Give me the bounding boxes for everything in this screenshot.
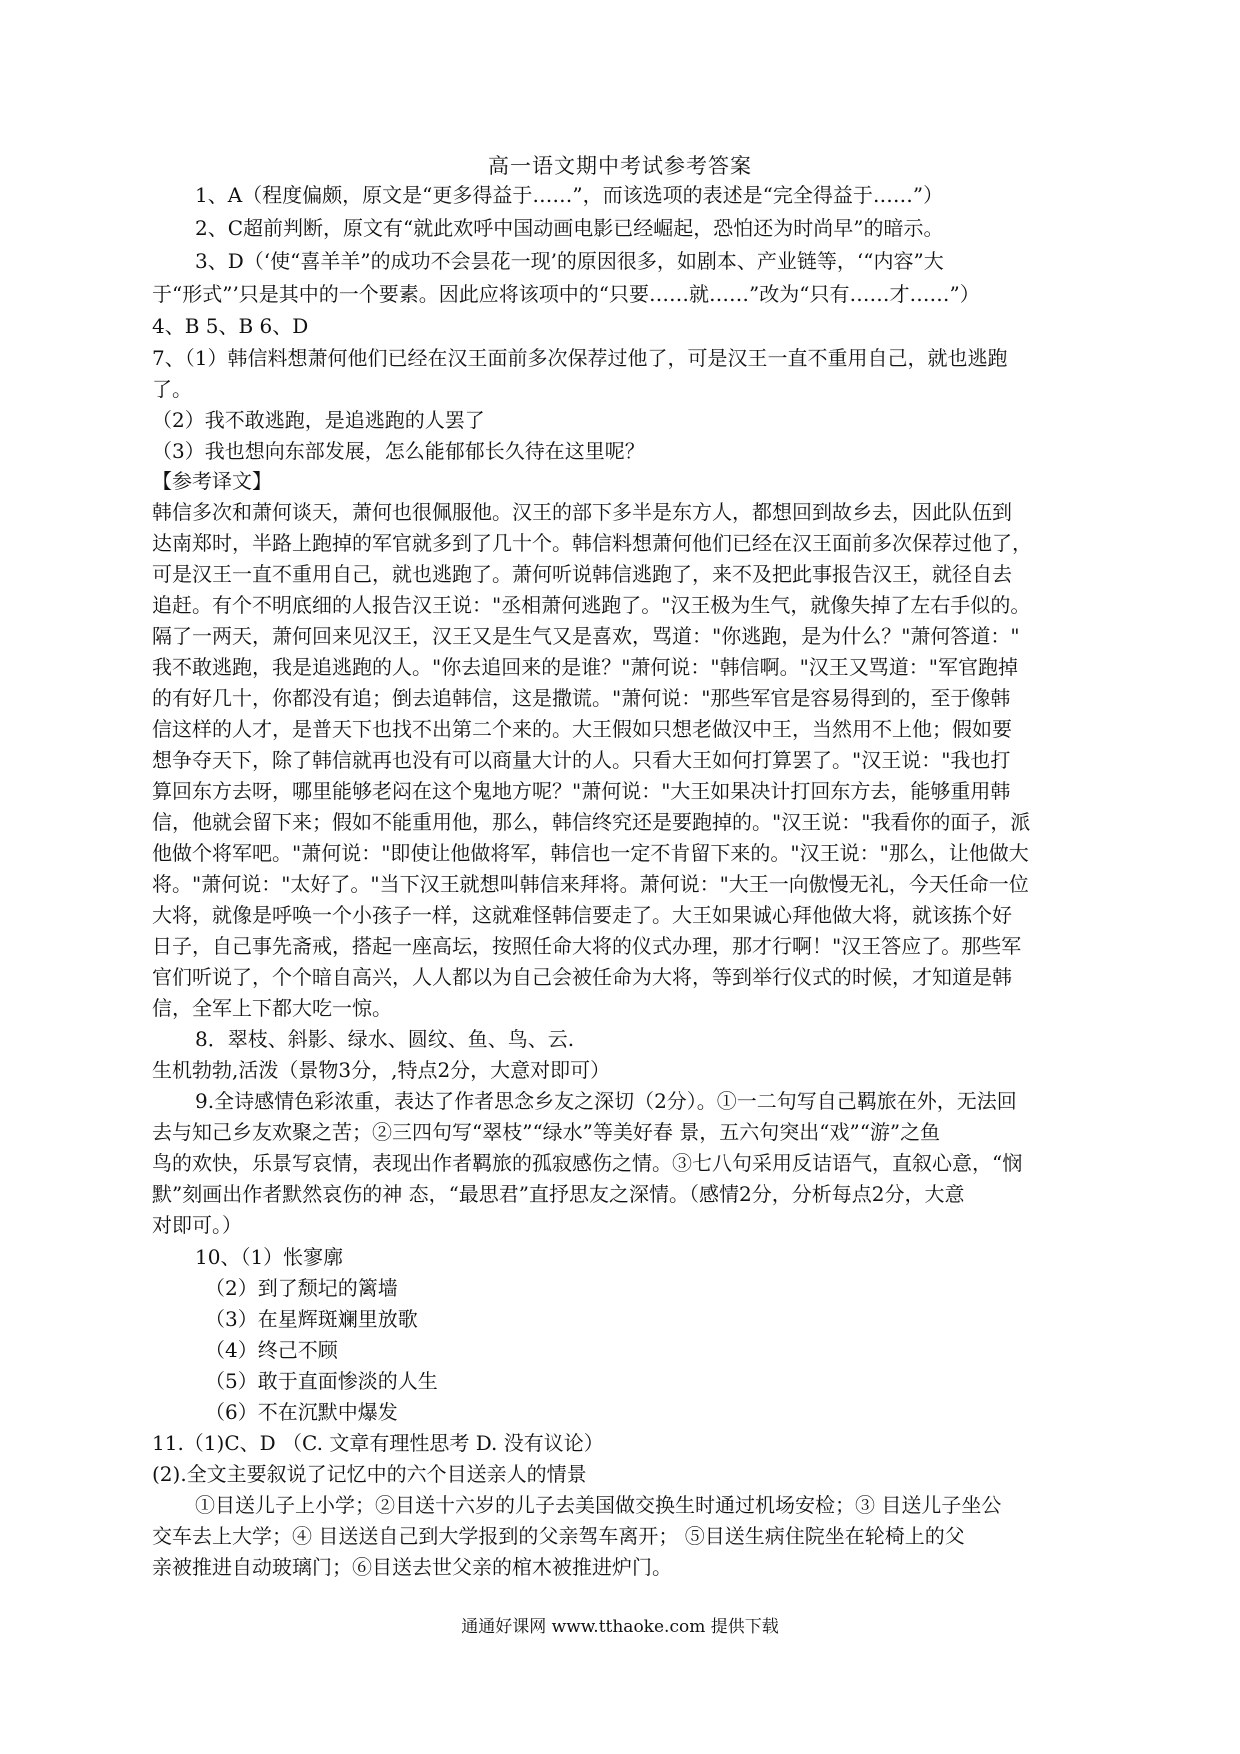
- translation-line: 追赶。有个不明底细的人报告汉王说："丞相萧何逃跑了。"汉王极为生气，就像失掉了左右手似的。: [152, 593, 1031, 617]
- answer-11-1: 11.（1)C、D （C. 文章有理性思考 D. 没有议论）: [152, 1431, 604, 1455]
- translation-line: 的有好几十，你都没有追；倒去追韩信，这是撒谎。"萧何说："那些军官是容易得到的，至于像韩: [152, 686, 1011, 710]
- translation-line: 官们听说了，个个暗自高兴，人人都以为自己会被任命为大将，等到举行仪式的时候，才知道是韩: [152, 965, 1012, 989]
- answer-10-5: （5）敢于直面惨淡的人生: [205, 1369, 438, 1393]
- translation-line: 日子，自己事先斋戒，搭起一座高坛，按照任命大将的仪式办理，那才行啊！"汉王答应了。那些军: [152, 934, 1022, 958]
- translation-line: 信，他就会留下来；假如不能重用他，那么，韩信终究还是要跑掉的。"汉王说："我看你的面子，派: [152, 810, 1031, 834]
- answer-1: 1、A（程度偏颇，原文是“更多得益于……”，而该选项的表述是“完全得益于……”）: [195, 183, 944, 207]
- translation-line: 想争夺天下，除了韩信就再也没有可以商量大计的人。只看大王如何打算罢了。"汉王说："我也打: [152, 748, 1011, 772]
- answer-3-line-2: 于“形式”’只是其中的一个要素。因此应将该项中的“只要……就……”改为“只有……才……”）: [152, 282, 980, 306]
- answer-4-6: 4、B 5、B 6、D: [152, 314, 309, 338]
- answer-11-2-detail: 交车去上大学；④ 目送送自己到大学报到的父亲驾车离开； ⑤目送生病住院坐在轮椅上的父: [152, 1524, 965, 1548]
- page-title: 高一语文期中考试参考答案: [488, 154, 752, 178]
- answer-8-line-2: 生机勃勃,活泼（景物3分，,特点2分，大意对即可）: [152, 1058, 611, 1082]
- answer-9-line: 鸟的欢快，乐景写哀情，表现出作者羁旅的孤寂感伤之情。③七八句采用反诘语气，直叙心意，“悯: [152, 1151, 1023, 1175]
- translation-line: 算回东方去呀，哪里能够老闷在这个鬼地方呢？"萧何说："大王如果决计打回东方去，能够重用韩: [152, 779, 1011, 803]
- answer-10-4: （4）终己不顾: [205, 1338, 338, 1362]
- answer-3-line-1: 3、D（‘使“喜羊羊”的成功不会昙花一现’的原因很多，如剧本、产业链等，‘“内容”大: [195, 249, 944, 273]
- answer-10-6: （6）不在沉默中爆发: [205, 1400, 398, 1424]
- answer-2: 2、C超前判断，原文有“就此欢呼中国动画电影已经崛起，恐怕还为时尚早”的暗示。: [195, 216, 944, 240]
- translation-heading: 【参考译文】: [152, 469, 272, 493]
- answer-7-3: （3）我也想向东部发展，怎么能郁郁长久待在这里呢？: [152, 439, 645, 463]
- answer-11-2-detail: 亲被推进自动玻璃门；⑥目送去世父亲的棺木被推进炉门。: [152, 1555, 672, 1579]
- translation-line: 我不敢逃跑，我是追逃跑的人。"你去追回来的是谁？"萧何说："韩信啊。"汉王又骂道："军官跑掉: [152, 655, 1018, 679]
- answer-11-2: (2).全文主要叙说了记忆中的六个目送亲人的情景: [152, 1462, 587, 1486]
- answer-7-2: （2）我不敢逃跑，是追逃跑的人罢了: [152, 408, 485, 432]
- answer-9-line: 9.全诗感情色彩浓重，表达了作者思念乡友之深切（2分）。①一二句写自己羁旅在外，无法回: [195, 1089, 1017, 1113]
- answer-9-line: 对即可。）: [152, 1213, 242, 1237]
- translation-line: 他做个将军吧。"萧何说："即使让他做将军，韩信也一定不肯留下来的。"汉王说："那么，让他做大: [152, 841, 1029, 865]
- answer-9-line: 去与知己乡友欢聚之苦；②三四句写“翠枝”“绿水”等美好春 景，五六句突出“戏”“游”之鱼: [152, 1120, 941, 1144]
- translation-line: 大将，就像是呼唤一个小孩子一样，这就难怪韩信要走了。大王如果诚心拜他做大将，就该拣个好: [152, 903, 1012, 927]
- answer-10-1: 10、（1）怅寥廓: [195, 1245, 344, 1269]
- translation-line: 将。"萧何说："太好了。"当下汉王就想叫韩信来拜将。萧何说："大王一向傲慢无礼，今天任命一位: [152, 872, 1029, 896]
- answer-11-2-detail: ①目送儿子上小学；②目送十六岁的儿子去美国做交换生时通过机场安检；③ 目送儿子坐公: [195, 1493, 1002, 1517]
- answer-10-2: （2）到了颓圮的篱墙: [205, 1276, 398, 1300]
- answer-7-1-line-1: 7、（1）韩信料想萧何他们已经在汉王面前多次保荐过他了，可是汉王一直不重用自己，就也逃跑: [152, 346, 1008, 370]
- download-footer: 通通好课网 www.tthaoke.com 提供下载: [461, 1617, 779, 1637]
- answer-8-line-1: 8．翠枝、斜影、绿水、圆纹、鱼、鸟、云.: [195, 1027, 575, 1051]
- answer-10-3: （3）在星辉斑斓里放歌: [205, 1307, 418, 1331]
- answer-9-line: 默”刻画出作者默然哀伤的神 态，“最思君”直抒思友之深情。（感情2分，分析每点2分，大意: [152, 1182, 965, 1206]
- translation-line: 韩信多次和萧何谈天，萧何也很佩服他。汉王的部下多半是东方人，都想回到故乡去，因此队伍到: [152, 500, 1012, 524]
- translation-line: 信这样的人才，是普天下也找不出第二个来的。大王假如只想老做汉中王，当然用不上他；假如要: [152, 717, 1012, 741]
- translation-line: 信，全军上下都大吃一惊。: [152, 996, 392, 1020]
- translation-line: 可是汉王一直不重用自己，就也逃跑了。萧何听说韩信逃跑了，来不及把此事报告汉王，就径自去: [152, 562, 1012, 586]
- answer-7-1-line-2: 了。: [152, 377, 192, 401]
- translation-line: 达南郑时，半路上跑掉的军官就多到了几十个。韩信料想萧何他们已经在汉王面前多次保荐过他了，: [152, 531, 1032, 555]
- translation-line: 隔了一两天，萧何回来见汉王，汉王又是生气又是喜欢，骂道："你逃跑，是为什么？"萧何答道：": [152, 624, 1020, 648]
